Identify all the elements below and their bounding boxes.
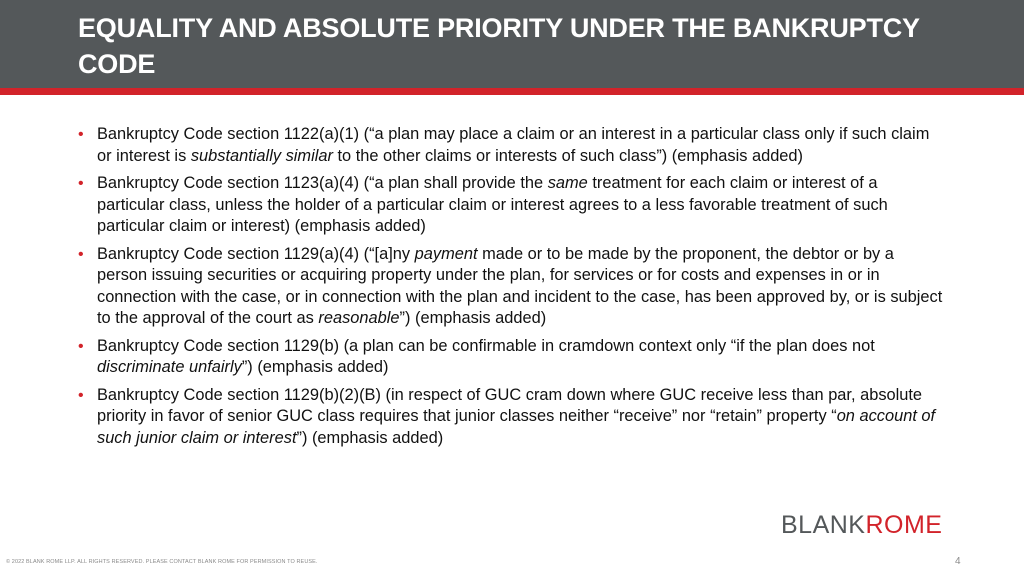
bullet-dot-icon: • — [78, 386, 84, 404]
bullet-text: treatment for each claim or interest of a particular class, unless the holder of a particular claim or interest agrees to a less favorable treatment of such particular claim or interest) (emphasis added) — [97, 174, 888, 235]
emphasis-text: on account of such junior claim or interest — [97, 407, 936, 447]
bullet-dot-icon: • — [78, 175, 84, 192]
bullet-dot-icon: • — [78, 337, 84, 355]
bullet-text: ”) (emphasis added) — [399, 309, 547, 327]
bullet-dot-icon: • — [78, 245, 84, 263]
logo-rome-text: ROME — [865, 511, 943, 539]
slide-title: EQUALITY AND ABSOLUTE PRIORITY UNDER THE BANKRUPTCY CODE — [78, 13, 920, 79]
emphasis-text: discriminate unfairly — [97, 358, 242, 376]
bullet-item — [78, 124, 948, 167]
bullet-text: ”) (emphasis added) — [296, 428, 444, 447]
bullet-text: made or to be made by the proponent, the debtor or by a person issuing securities or acquiring property under the plan, for services or for costs and expenses in or in connection with the case, or in connection with the plan and incident to the case, has been approved by, or is subject to the approval of the court as — [97, 244, 943, 327]
bullet-list — [78, 124, 948, 455]
copyright-notice: © 2022 BLANK ROME LLP. ALL RIGHTS RESERVED. PLEASE CONTACT BLANK ROME FOR PERMISSION TO REUSE. — [6, 559, 318, 565]
bullet-text: to the other claims or interests of such class”) (emphasis added) — [332, 146, 803, 165]
bullet-dot-icon: • — [78, 126, 84, 143]
logo-blank-text: BLANK — [781, 511, 866, 539]
bullet-text: Bankruptcy Code section 1129(b)(2)(B) (in respect of GUC cram down where GUC receive less than par, absolute priority in favor of senior GUC class requires that junior classes neither “receive” nor “retain” property “ — [97, 385, 923, 425]
emphasis-text: payment — [414, 244, 478, 263]
emphasis-text: substantially similar — [190, 146, 333, 165]
bullet-text: Bankruptcy Code section 1122(a)(1) (“a plan may place a claim or an interest in a particular class only if such claim or interest is — [97, 125, 930, 165]
slide-header — [0, 0, 1024, 88]
bullet-item — [78, 244, 948, 330]
bullet-text: ”) (emphasis added) — [241, 358, 389, 376]
emphasis-text: same — [547, 174, 588, 192]
bullet-text: Bankruptcy Code section 1129(b) (a plan can be confirmable in cramdown context only “if the plan does not — [97, 336, 875, 355]
page-number: 4 — [955, 556, 961, 567]
bullet-text: Bankruptcy Code section 1123(a)(4) (“a plan shall provide the — [97, 174, 548, 192]
emphasis-text: reasonable — [318, 309, 400, 327]
bullet-item — [78, 385, 948, 450]
bullet-item — [78, 336, 948, 379]
bullet-text: Bankruptcy Code section 1129(a)(4) (“[a]ny — [97, 244, 415, 263]
header-accent-bar — [0, 88, 1024, 95]
bullet-item — [78, 173, 948, 238]
blank-rome-logo — [781, 511, 942, 539]
